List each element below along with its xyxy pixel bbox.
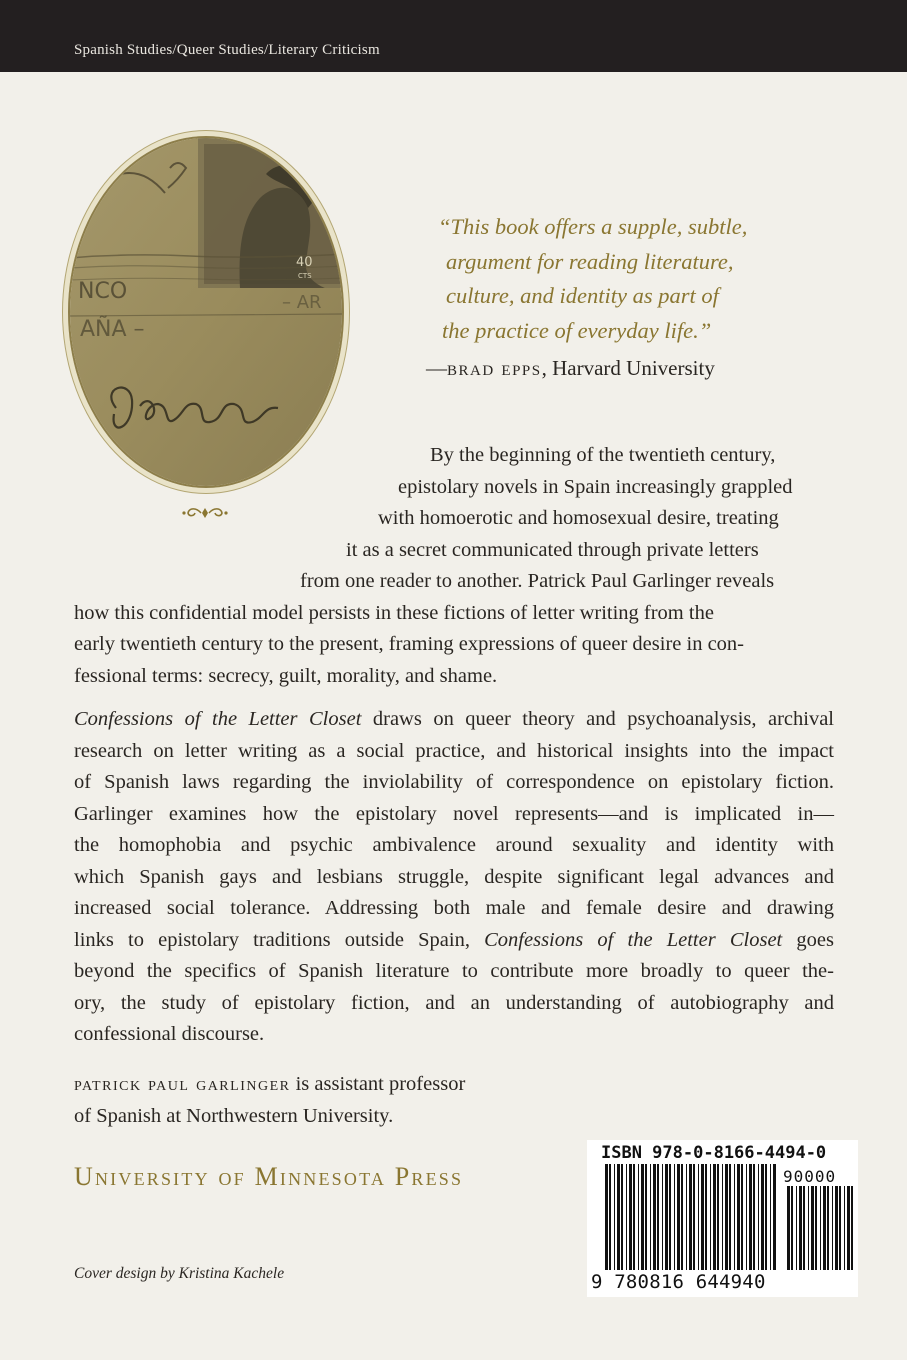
description-line: Garlinger examines how the epistolary novel represents—and is implicated in— <box>74 802 834 825</box>
barcode-bar <box>698 1164 699 1270</box>
description-line: ory, the study of epistolary fiction, and an understanding of autobiography and <box>74 991 834 1014</box>
description-line: confessional discourse. <box>74 1023 265 1045</box>
barcode-bar <box>803 1186 805 1270</box>
barcode-bar <box>839 1186 841 1270</box>
barcode-bar <box>701 1164 704 1270</box>
description-line: research on letter writing as a social practice, and historical insights into the impact <box>74 739 834 762</box>
svg-text:40: 40 <box>296 255 313 270</box>
quote-line: “This book offers a supple, subtle, <box>438 214 748 239</box>
description-line: Confessions of the Letter Closet draws on queer theory and psychoanalysis, archival <box>74 708 834 730</box>
barcode-addon: 90000 <box>783 1167 837 1186</box>
barcode-bar <box>677 1164 680 1270</box>
svg-text:– AR: – AR <box>282 292 322 313</box>
barcode-bar <box>665 1164 668 1270</box>
barcode-bar <box>737 1164 740 1270</box>
stamped-envelope-image <box>68 136 344 488</box>
barcode-bar <box>605 1164 608 1270</box>
barcode-bar <box>710 1164 711 1270</box>
barcode-bar <box>847 1186 850 1270</box>
barcode-bar <box>851 1186 853 1270</box>
barcode-bar <box>820 1186 821 1270</box>
attribution-affiliation: , Harvard University <box>541 356 715 380</box>
description-line: increased social tolerance. Addressing both male and female desire and drawing <box>74 897 834 919</box>
description-line: epistolary novels in Spain increasingly grappled <box>398 475 793 498</box>
barcode-bar <box>791 1186 793 1270</box>
svg-text:CTS: CTS <box>298 272 312 280</box>
barcode-bar <box>796 1186 797 1270</box>
barcode-bar <box>808 1186 809 1270</box>
barcode-bar <box>787 1186 790 1270</box>
barcode-bar <box>617 1164 620 1270</box>
description-paragraph-1 <box>74 440 834 692</box>
description-line: the homophobia and psychic ambivalence around sexuality and identity with <box>74 834 834 856</box>
barcode-bar <box>770 1164 771 1270</box>
description-line: which Spanish gays and lesbians struggle, despite significant legal advances and <box>74 865 834 888</box>
top-bar <box>0 0 907 72</box>
barcode-bar <box>650 1164 651 1270</box>
barcode-bar <box>811 1186 814 1270</box>
description-line: beyond the specifics of Spanish literature to contribute more broadly to queer the- <box>74 960 834 982</box>
barcode-bar <box>717 1164 719 1270</box>
barcode-bar <box>674 1164 675 1270</box>
barcode-bar <box>832 1186 833 1270</box>
author-bio: patrick paul garlinger is assistant professor of Spanish at Northwestern University. <box>74 1073 466 1127</box>
description-line: fessional terms: secrecy, guilt, morality, and shame. <box>74 664 498 687</box>
barcode-bar <box>681 1164 683 1270</box>
quote-attribution <box>426 356 715 381</box>
barcode-bar <box>638 1164 639 1270</box>
barcode-bar <box>609 1164 611 1270</box>
barcode-bar <box>641 1164 644 1270</box>
barcode-digits: 9 780816 644940 <box>591 1271 766 1293</box>
book-title: Confessions of the Letter Closet <box>74 708 362 730</box>
isbn-label: ISBN 978-0-8166-4494-0 <box>601 1143 827 1163</box>
barcode-bar <box>669 1164 671 1270</box>
barcode-bar <box>645 1164 647 1270</box>
quote-line: the practice of everyday life.” <box>442 317 712 343</box>
barcode-bar <box>773 1164 776 1270</box>
barcode-bar <box>722 1164 723 1270</box>
barcode-bar <box>815 1186 817 1270</box>
description-line: from one reader to another. Patrick Paul Garlinger reveals <box>300 570 775 592</box>
barcode-bar <box>686 1164 687 1270</box>
barcode-bar <box>693 1164 695 1270</box>
barcode-bar <box>626 1164 627 1270</box>
barcode-bar <box>705 1164 707 1270</box>
barcode-bar <box>799 1186 802 1270</box>
svg-text:AÑA –: AÑA – <box>80 317 145 342</box>
barcode-bar <box>621 1164 623 1270</box>
barcode-bar <box>749 1164 752 1270</box>
barcode-bar <box>653 1164 656 1270</box>
category-label: Spanish Studies/Queer Studies/Literary Criticism <box>74 42 380 58</box>
description-paragraph-2 <box>74 704 834 1051</box>
quote-line: argument for reading literature, <box>446 248 734 274</box>
barcode-bar <box>823 1186 826 1270</box>
description-line: how this confidential model persists in these fictions of letter writing from the <box>74 601 714 624</box>
attribution-dash: — <box>426 356 447 380</box>
description-line: links to epistolary traditions outside Spain, Confessions of the Letter Closet goes <box>74 928 834 951</box>
cover-design-credit: Cover design by Kristina Kachele <box>74 1265 285 1282</box>
svg-text:NCO: NCO <box>78 279 128 304</box>
barcode-bar <box>725 1164 728 1270</box>
barcode-bar <box>734 1164 735 1270</box>
barcode-bar <box>746 1164 747 1270</box>
barcode-bar <box>835 1186 838 1270</box>
book-title: Confessions of the Letter Closet <box>484 928 783 951</box>
barcode-bar <box>753 1164 755 1270</box>
description-line: early twentieth century to the present, framing expressions of queer desire in con- <box>74 633 745 655</box>
barcode-bar <box>614 1164 615 1270</box>
barcode-bar <box>827 1186 829 1270</box>
barcode-bar <box>713 1164 716 1270</box>
author-name: patrick paul garlinger <box>74 1073 291 1095</box>
description-line: it as a secret communicated through private letters <box>346 538 759 561</box>
barcode-bar <box>657 1164 659 1270</box>
barcode-bar <box>662 1164 663 1270</box>
publisher-name: University of Minnesota Press <box>74 1162 464 1191</box>
barcode-bar <box>741 1164 743 1270</box>
description-line: By the beginning of the twentieth century, <box>430 444 776 466</box>
barcode-bar <box>765 1164 767 1270</box>
description-line: of Spanish laws regarding the inviolability of correspondence on epistolary fiction. <box>74 771 834 793</box>
isbn-barcode <box>587 1140 858 1297</box>
barcode-bar <box>633 1164 635 1270</box>
barcode-bar <box>758 1164 759 1270</box>
attribution-name: brad epps <box>447 356 542 380</box>
barcode-bar <box>629 1164 632 1270</box>
quote-line: culture, and identity as part of <box>446 283 719 308</box>
barcode-bar <box>689 1164 692 1270</box>
description-line: with homoerotic and homosexual desire, treating <box>378 507 779 529</box>
barcode-bar <box>761 1164 764 1270</box>
barcode-bar <box>844 1186 845 1270</box>
barcode-bar <box>729 1164 731 1270</box>
endorsement-quote <box>438 210 858 348</box>
